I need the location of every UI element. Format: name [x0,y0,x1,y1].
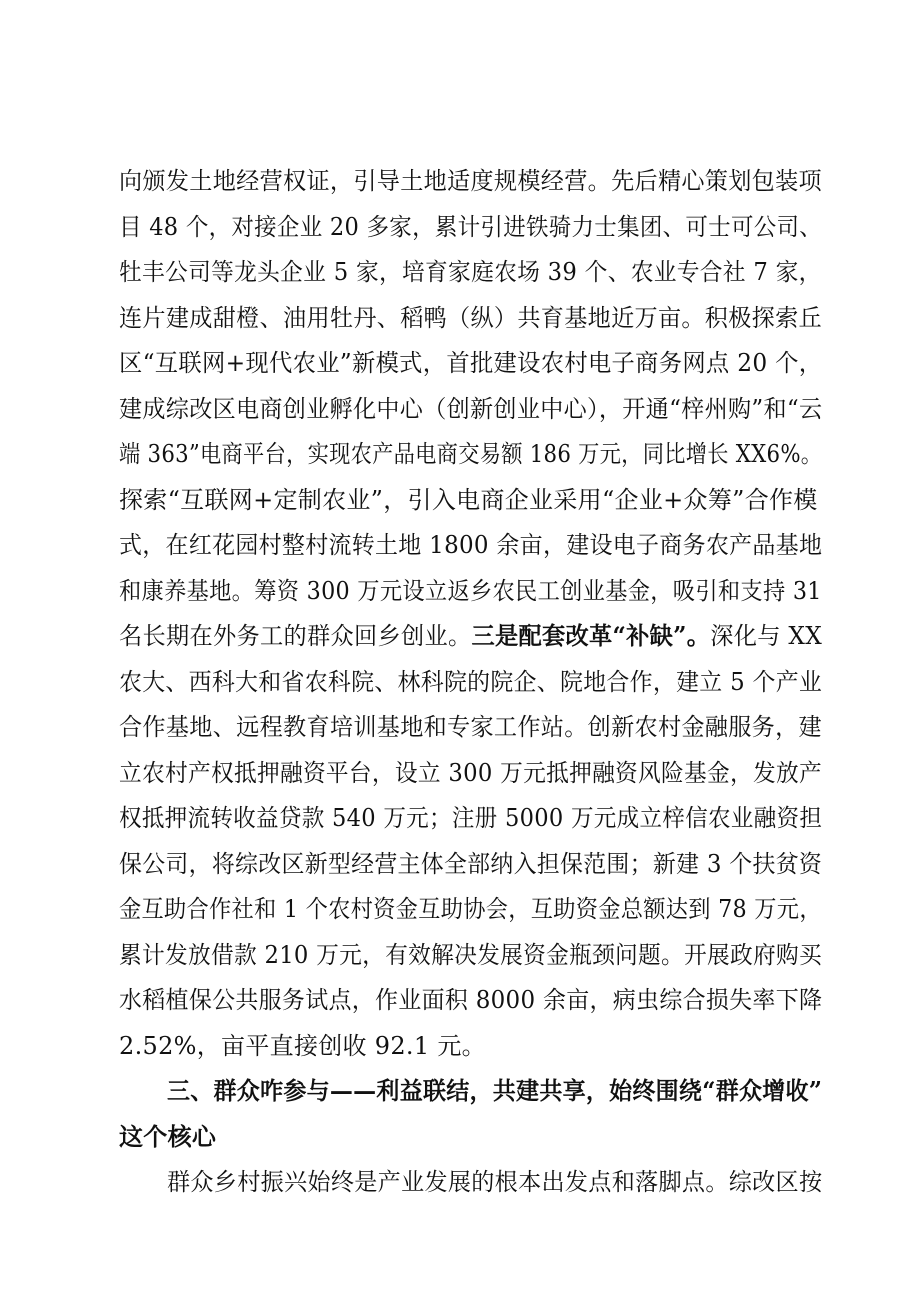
line-text-tail: 深化与 XX [710,622,823,650]
paragraph-first-line: 群众乡村振兴始终是产业发展的根本出发点和落脚点。综改区按 [167,1168,823,1196]
section-heading: 三、群众咋参与——利益联结，共建共享，始终围绕“群众增收” [167,1076,823,1105]
body-line: 累计发放借款 210 万元，有效解决发展资金瓶颈问题。开展政府购买 [119,941,822,969]
body-line: 建成综改区电商创业孵化中心（创新创业中心），开通“梓州购”和“云 [119,395,823,423]
body-line-with-bold-lead [119,616,822,656]
body-line: 农大、西科大和省农科院、林科院的院企、院地合作，建立 5 个产业 [119,668,823,696]
line-text: 名长期在外务工的群众回乡创业。 [119,622,472,650]
body-line: 区“互联网+现代农业”新模式，首批建设农村电子商务网点 20 个， [119,349,823,377]
body-line: 式，在红花园村整村流转土地 1800 余亩，建设电子商务农产品基地 [119,531,823,559]
section-heading-continued: 这个核心 [119,1122,217,1151]
body-line: 金互助合作社和 1 个农村资金互助协会，互助资金总额达到 78 万元， [119,895,822,923]
body-line: 端 363”电商平台，实现农产品电商交易额 186 万元，同比增长 XX6%。 [119,440,823,468]
body-line: 合作基地、远程教育培训基地和专家工作站。创新农村金融服务，建 [119,713,822,741]
body-line: 和康养基地。筹资 300 万元设立返乡农民工创业基金，吸引和支持 31 [119,577,822,605]
body-line: 向颁发土地经营权证，引导土地适度规模经营。先后精心策划包装项 [119,167,822,195]
body-line: 水稻植保公共服务试点，作业面积 8000 余亩，病虫综合损失率下降 [119,986,823,1014]
body-line: 探索“互联网+定制农业”，引入电商企业采用“企业+众筹”合作模 [119,486,818,514]
body-line: 目 48 个，对接企业 20 多家，累计引进铁骑力士集团、可士可公司、 [119,213,823,241]
body-line: 立农村产权抵押融资平台，设立 300 万元抵押融资风险基金，发放产 [119,759,822,787]
body-line: 连片建成甜橙、油用牡丹、稻鸭（纵）共育基地近万亩。积极探索丘 [119,304,822,332]
body-line: 权抵押流转收益贷款 540 万元；注册 5000 万元成立梓信农业融资担 [119,804,823,832]
body-line: 牡丰公司等龙头企业 5 家，培育家庭农场 39 个、农业专合社 7 家， [119,258,822,286]
body-line: 保公司，将综改区新型经营主体全部纳入担保范围；新建 3 个扶贫资 [119,850,823,878]
section-lead-bold: 三是配套改革“补缺”。 [471,621,711,650]
body-line: 2.52%，亩平直接创收 92.1 元。 [119,1032,486,1060]
